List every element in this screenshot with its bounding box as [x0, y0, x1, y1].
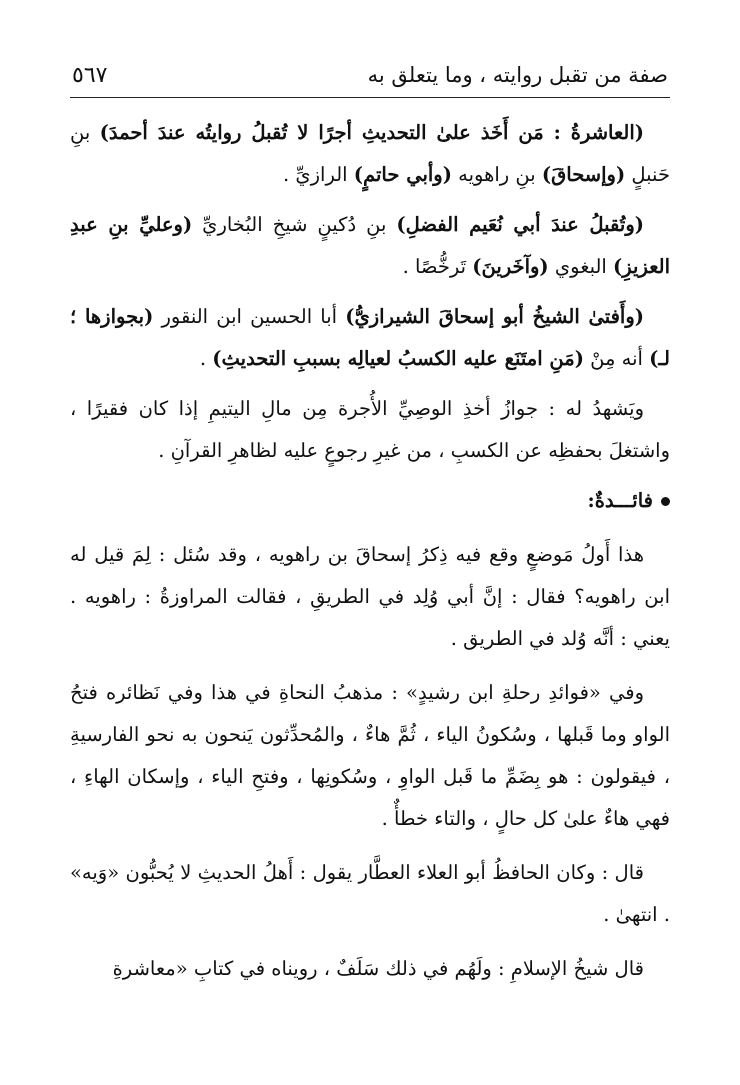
page-header — [72, 58, 668, 92]
benefit-heading — [70, 480, 670, 522]
sharh-segment: . — [199, 347, 213, 370]
sharh-segment: بنِ راهويه — [451, 163, 542, 186]
matn-segment: (وأَفتىٰ الشيخُ أبو إسحاقَ الشيرازيُّ) — [345, 305, 644, 328]
sharh-segment: بنِ دُكينٍ شيخِ البُخاريِّ — [192, 213, 397, 236]
matn-segment: (بجوازها ؛ لـ) — [70, 305, 670, 370]
page-body — [70, 112, 670, 1002]
matn-segment: (مَنِ امتَنَع عليه الكسبُ لعيالِه بسببِ التحديثِ) — [212, 347, 584, 370]
paragraph-tenth-point — [70, 112, 670, 196]
matn-segment: (وآخَرينَ) — [472, 255, 549, 278]
paragraph-ibn-rushayd: وفي «فوائدِ رحلةِ ابن رشيدٍ» : مذهبُ النحاةِ في هذا وفي نَظائره فتحُ الواو وما قَبلها ، وسُكونُ الياء ، ثُمَّ هاءٌ ، والمُحدِّثون يَنحون به نحو الفارسيةِ ، فيقولون : هو بِضَمِّ ما قَبل الواوِ ، وسُكونِها ، وفتحِ الياء ، وإسكان الهاءِ ، فهي هاءٌ علىٰ كل حالٍ ، والتاء خطأٌ . — [70, 681, 670, 830]
sharh-segment: الرازيِّ . — [282, 163, 354, 186]
matn-segment: (العاشرةُ : مَن أَخَذ علىٰ التحديثِ أجرًا لا تُقبلُ روايتُه عندَ أحمدَ) — [99, 121, 644, 144]
matn-segment: (وعليِّ بنِ عبدِ العزيزِ) — [70, 213, 670, 278]
sharh-segment: البغوي — [548, 255, 614, 278]
paragraph-fatwa — [70, 296, 670, 380]
sharh-segment: بنِ حَنبلٍ — [70, 121, 670, 186]
sharh-segment: أنه مِنْ — [583, 347, 650, 370]
paragraph-attar: قال : وكان الحافظُ أبو العلاء العطَّار يقول : أَهلُ الحديثِ لا يُحبُّون «وَيه» . انتهىٰ . — [70, 861, 670, 926]
sharh-segment: تَرخُّصًا . — [402, 255, 473, 278]
matn-segment: (وإسحاقَ) — [541, 163, 626, 186]
paragraph-shaykh-al-islam: قال شيخُ الإسلامِ : ولَهُم في ذلك سَلَفٌ ، رويناه في كتابِ «معاشرةِ — [112, 957, 644, 980]
bullet-icon — [661, 497, 670, 506]
paragraph-evidence: ويَشهدُ له : جوازُ أخذِ الوصِيِّ الأُجرة مِن مالِ اليتيمِ إذا كان فقيرًا ، واشتغلَ بحفظِه عن الكسبِ ، من غيرِ رجوعٍ عليه لظاهرِ القرآنِ . — [70, 397, 670, 462]
paragraph-ibn-rahwayh: هذا أَولُ مَوضعٍ وقع فيه ذِكرُ إسحاقَ بن راهويه ، وقد سُئل : لِمَ قيل له ابن راهويه؟ فقال : إنَّ أبي وُلِد في الطريقِ ، فقالت المراوزةُ : راهويه . يعني : أنَّه وُلد في الطريق . — [70, 543, 670, 650]
sharh-segment: أبا الحسين ابن النقور — [153, 305, 346, 328]
page-number: ٥٦٧ — [72, 62, 108, 88]
running-title: صفة من تقبل روايته ، وما يتعلق به — [367, 63, 668, 87]
matn-segment: (وأبي حاتمٍ) — [353, 163, 452, 186]
benefit-heading-label: فائـــدةٌ: — [587, 489, 653, 512]
header-rule — [70, 97, 670, 98]
matn-segment: (وتُقبلُ عندَ أبي نُعَيم الفضلِ) — [396, 213, 644, 236]
paragraph-acceptance — [70, 204, 670, 288]
